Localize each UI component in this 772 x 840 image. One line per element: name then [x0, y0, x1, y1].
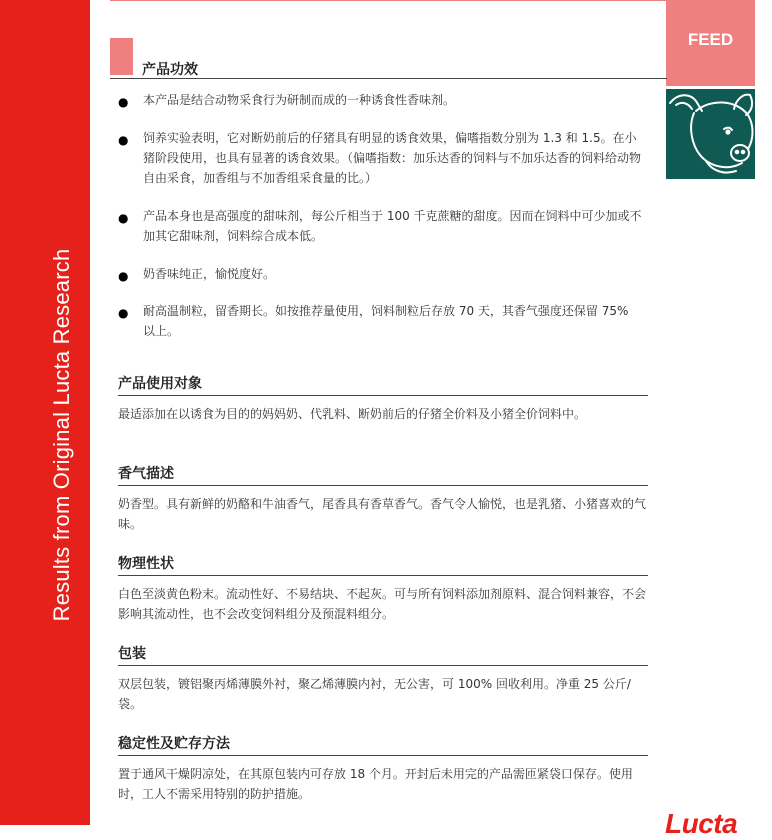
sidebar-band [0, 0, 90, 825]
section-title-effects: 产品功效 [142, 62, 198, 78]
section-title: 香气描述 [118, 466, 174, 482]
bullet-icon: ● [118, 306, 129, 320]
section-title: 物理性状 [118, 556, 174, 572]
section-title: 包装 [118, 646, 146, 662]
pig-icon [666, 89, 755, 179]
section-storage [118, 735, 648, 804]
bullet-icon: ● [118, 95, 129, 109]
section-body: 奶香型。具有新鲜的奶酪和牛油香气，尾香具有香草香气。香气令人愉悦，也是乳猪、小猪喜欢的气味。 [118, 497, 647, 531]
section-rule [118, 485, 648, 486]
section-aroma [118, 465, 648, 534]
section-title: 稳定性及贮存方法 [118, 736, 230, 752]
section-packaging [118, 645, 648, 714]
top-rule [110, 0, 667, 1]
section-title: 产品使用对象 [118, 376, 202, 392]
list-item-text: 产品本身也是高强度的甜味剂，每公斤相当于 100 千克蔗糖的甜度。因而在饲料中可少加或不加其它甜味剂，饲料综合成本低。 [143, 209, 642, 243]
section-rule [118, 395, 648, 396]
list-item-text: 奶香味纯正，愉悦度好。 [143, 267, 276, 281]
section-physical [118, 555, 648, 624]
bullet-icon: ● [118, 269, 129, 283]
list-item-text: 饲养实验表明，它对断奶前后的仔猪具有明显的诱食效果，偏嗜指数分别为 1.3 和 1.5。在小猪阶段使用，也具有显著的诱食效果。（偏嗜指数：加乐达香的饲料与不加乐达香的饲料给动物自由采食，加香组与不加香组采食量的比。） [143, 131, 642, 185]
feed-badge [666, 0, 755, 86]
section-target-use [118, 375, 648, 424]
section-rule [110, 78, 667, 79]
bullet-icon: ● [118, 211, 129, 225]
section-body: 置于通风干燥阴凉处，在其原包装内可存放 18 个月。开封后未用完的产品需匝紧袋口保存。使用时，工人不需采用特别的防护措施。 [118, 767, 633, 801]
section-rule [118, 575, 648, 576]
list-item-text: 耐高温制粒，留香期长。如按推荐量使用，饲料制粒后存放 70 天，其香气强度还保留 75% 以上。 [143, 304, 629, 338]
section-rule [118, 755, 648, 756]
lucta-logo: Lucta [665, 808, 738, 839]
section-rule [118, 665, 648, 666]
bullet-icon: ● [118, 133, 129, 147]
section-body: 双层包装，镀铝聚丙烯薄膜外衬，聚乙烯薄膜内衬，无公害，可 100% 回收利用。净重 25 公斤/袋。 [118, 677, 631, 711]
section-accent [110, 38, 133, 75]
section-body: 白色至淡黄色粉末。流动性好、不易结块、不起灰。可与所有饲料添加剂原料、混合饲料兼容，不会影响其流动性，也不会改变饲料组分及预混料组分。 [118, 587, 647, 621]
list-item-text: 本产品是结合动物采食行为研制而成的一种诱食性香味剂。 [143, 93, 456, 107]
section-body: 最适添加在以诱食为目的的妈妈奶、代乳料、断奶前后的仔猪全价料及小猪全价饲料中。 [118, 407, 587, 421]
feed-label: FEED [687, 30, 734, 49]
sidebar-tagline: Results from Original Lucta Research [49, 248, 74, 622]
